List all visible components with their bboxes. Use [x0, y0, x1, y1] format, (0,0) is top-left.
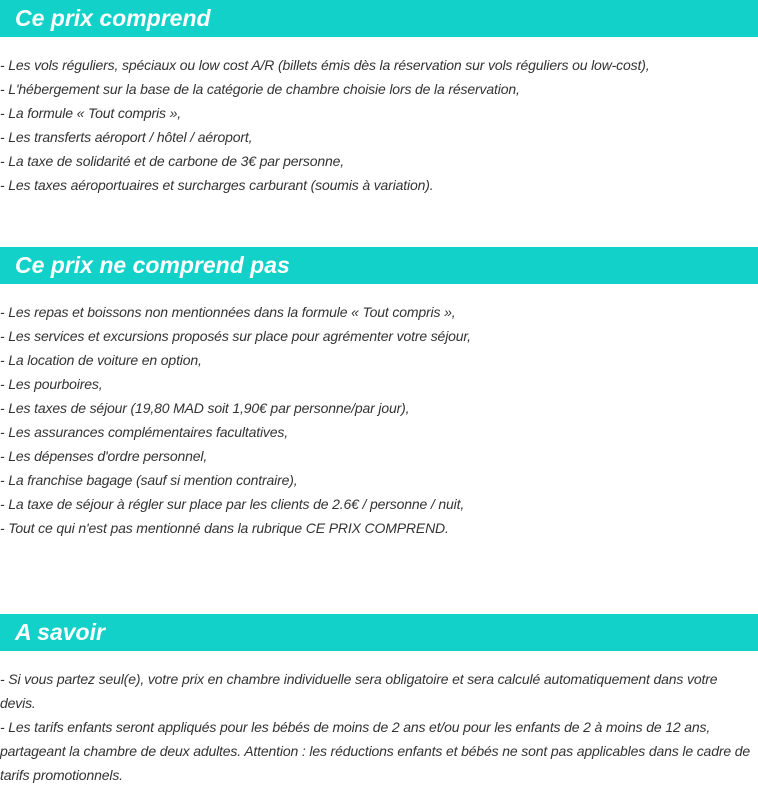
includes-list [0, 53, 752, 197]
list-item: - La franchise bagage (sauf si mention contraire), [0, 472, 298, 488]
list-item: - La location de voiture en option, [0, 352, 202, 368]
excludes-list [0, 300, 752, 540]
good-to-know-list [0, 667, 752, 787]
list-item: - La formule « Tout compris », [0, 105, 181, 121]
list-item: - Tout ce qui n'est pas mentionné dans la rubrique CE PRIX COMPREND. [0, 520, 449, 536]
list-item: - Les taxes aéroportuaires et surcharges carburant (soumis à variation). [0, 177, 434, 193]
section-title: Ce prix comprend [15, 5, 211, 31]
list-item: - Les taxes de séjour (19,80 MAD soit 1,90€ par personne/par jour), [0, 400, 410, 416]
list-item: - Les tarifs enfants seront appliqués pour les bébés de moins de 2 ans et/ou pour les enfants de 2 à moins de 12 ans, partageant la chambre de deux adultes. Attention : les réductions enfants et bébés ne sont pas applicables dans le cadre de tarifs promotionnels. [0, 719, 750, 783]
list-item: - Les assurances complémentaires facultatives, [0, 424, 289, 440]
list-item: - Les vols réguliers, spéciaux ou low cost A/R (billets émis dès la réservation sur vols réguliers ou low-cost), [0, 57, 650, 73]
list-item: - Les repas et boissons non mentionnées dans la formule « Tout compris », [0, 304, 456, 320]
list-item: - Les pourboires, [0, 376, 103, 392]
section-header-includes [0, 0, 758, 37]
list-item: - Les services et excursions proposés sur place pour agrémenter votre séjour, [0, 328, 471, 344]
list-item: - L'hébergement sur la base de la catégorie de chambre choisie lors de la réservation, [0, 81, 520, 97]
list-item: - Les transferts aéroport / hôtel / aéroport, [0, 129, 253, 145]
section-header-excludes [0, 247, 758, 284]
list-item: - La taxe de solidarité et de carbone de 3€ par personne, [0, 153, 345, 169]
section-title: Ce prix ne comprend pas [15, 252, 290, 278]
section-header-good-to-know [0, 614, 758, 651]
section-title: A savoir [15, 619, 105, 645]
list-item: - Les dépenses d'ordre personnel, [0, 448, 208, 464]
list-item: - La taxe de séjour à régler sur place par les clients de 2.6€ / personne / nuit, [0, 496, 465, 512]
list-item: - Si vous partez seul(e), votre prix en chambre individuelle sera obligatoire et sera calculé automatiquement dans votre devis. [0, 671, 718, 711]
